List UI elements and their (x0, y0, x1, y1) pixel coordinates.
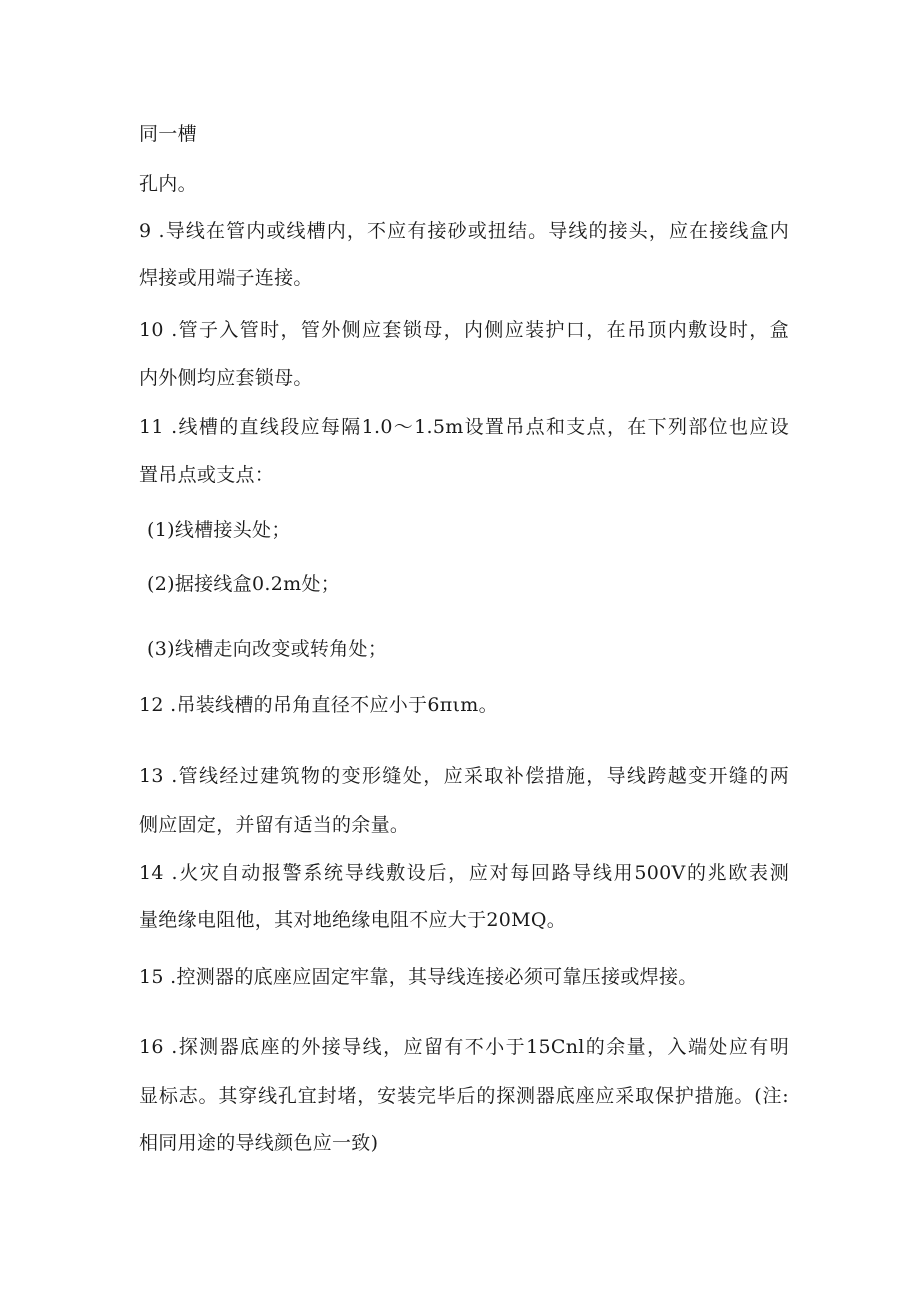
paragraph-16-line: 相同用途的导线颜色应一致) (139, 1132, 379, 1154)
paragraph-10-line: 10 .管子入管时，管外侧应套锁母，内侧应装护口，在吊顶内敷设时，盒 (139, 319, 789, 341)
paragraph-11-line: 置吊点或支点： (139, 464, 275, 486)
paragraph-12-line: 12 .吊装线槽的吊角直径不应小于6πιm。 (139, 694, 498, 716)
paragraph-14-line: 14 .火灾自动报警系统导线敷设后，应对每回路导线用500V的兆欧表测 (139, 862, 789, 884)
text-line: 同一槽 (139, 123, 197, 145)
text-line: 孔内。 (139, 173, 197, 195)
paragraph-15-line: 15 .控测器的底座应固定牢靠，其导线连接必须可靠压接或焊接。 (139, 966, 698, 988)
paragraph-14-line: 量绝缘电阻他，其对地绝缘电阻不应大于20MQ。 (139, 909, 567, 931)
paragraph-10-line: 内外侧均应套锁母。 (139, 367, 313, 389)
paragraph-13-line: 侧应固定，并留有适当的余量。 (139, 814, 410, 836)
paragraph-16-line: 16 .探测器底座的外接导线，应留有不小于15Cnl的余量，入端处应有明 (139, 1036, 789, 1058)
paragraph-16-line: 显标志。其穿线孔宜封堵，安装完毕后的探测器底座应采取保护措施。(注: (139, 1085, 789, 1107)
list-item: (2)据接线盒0.2m处； (147, 573, 341, 595)
list-item: (3)线槽走向改变或转角处； (147, 638, 388, 660)
paragraph-9-line: 焊接或用端子连接。 (139, 267, 313, 289)
paragraph-11-line: 11 .线槽的直线段应每隔1.0～1.5m设置吊点和支点，在下列部位也应设 (139, 416, 789, 438)
paragraph-9-line: 9 .导线在管内或线槽内，不应有接砂或扭结。导线的接头，应在接线盒内 (139, 220, 789, 242)
paragraph-13-line: 13 .管线经过建筑物的变形缝处，应采取补偿措施，导线跨越变开缝的两 (139, 765, 789, 787)
list-item: (1)线槽接头处； (147, 519, 291, 541)
